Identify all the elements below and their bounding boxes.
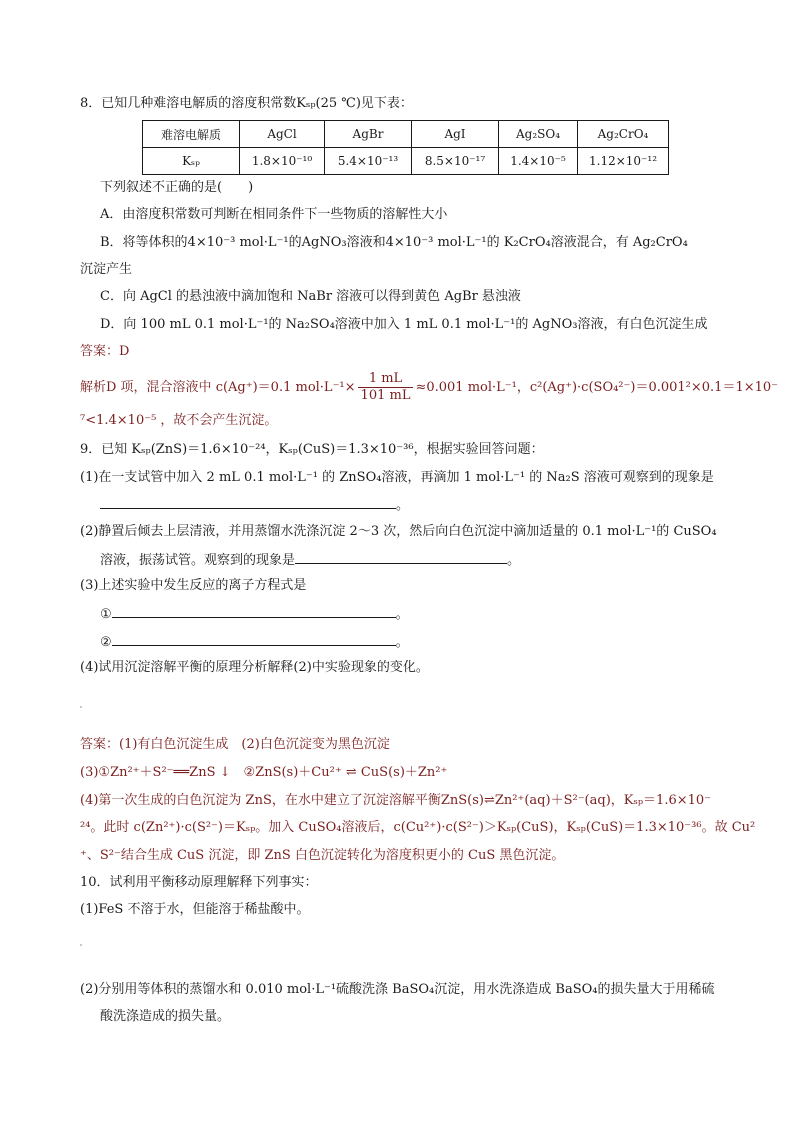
ksp-value-cell: Kₛₚ <box>143 148 240 175</box>
q9-part4: (4)试用沉淀溶解平衡的原理分析解释(2)中实验现象的变化。 <box>80 660 429 675</box>
period: 。 <box>507 553 521 568</box>
q8-option-b: B．将等体积的4×10⁻³ mol·L⁻¹的AgNO₃溶液和4×10⁻³ mol·L⁻¹的 K₂CrO₄溶液混合，有 Ag₂CrO₄ <box>100 235 688 250</box>
q9-part2: (2)静置后倾去上层清液，并用蒸馏水洗涤沉淀 2～3 次，然后向白色沉淀中滴加适量的 0.1 mol·L⁻¹的 CuSO₄ <box>80 524 717 539</box>
fraction-denominator: 101 mL <box>360 388 411 403</box>
q9-part3-eq2 <box>100 631 409 653</box>
ksp-header-cell: AgBr <box>325 121 412 148</box>
q8-answer: 答案：D <box>80 344 130 359</box>
q9-part2-cont <box>100 549 520 571</box>
ksp-table-header-row <box>143 121 669 148</box>
q9-stem: 9．已知 Kₛₚ(ZnS)＝1.6×10⁻²⁴，Kₛₚ(CuS)＝1.3×10⁻³⁶，根据实验回答问题： <box>80 442 544 457</box>
q9-answer-1-2: 答案：(1)有白色沉淀生成 (2)白色沉淀变为黑色沉淀 <box>80 737 390 752</box>
period: 。 <box>395 607 409 622</box>
q8-analysis <box>80 370 778 406</box>
q8-analysis-post: ≈0.001 mol·L⁻¹，c²(Ag⁺)·c(SO₄²⁻)＝0.001²×0.1＝1×10⁻ <box>415 380 779 395</box>
q9-part3-eq1 <box>100 603 409 625</box>
ksp-header-cell: 难溶电解质 <box>143 121 240 148</box>
q8-analysis-line2: ⁷<1.4×10⁻⁵ ，故不会产生沉淀。 <box>80 413 278 428</box>
q8-option-d: D．向 100 mL 0.1 mol·L⁻¹的 Na₂SO₄溶液中加入 1 mL 0.1 mol·L⁻¹的 AgNO₃溶液，有白色沉淀生成 <box>100 317 708 332</box>
ksp-value-cell: 1.12×10⁻¹² <box>578 148 669 175</box>
q8-option-b-cont: 沉淀产生 <box>80 262 133 277</box>
scan-speck <box>80 706 82 708</box>
period: 。 <box>396 498 410 513</box>
ksp-value-cell: 5.4×10⁻¹³ <box>325 148 412 175</box>
q10-part1: (1)FeS 不溶于水，但能溶于稀盐酸中。 <box>80 902 310 917</box>
q10-part2-cont: 酸洗涤造成的损失量。 <box>100 1009 231 1024</box>
q10-part2: (2)分别用等体积的蒸馏水和 0.010 mol·L⁻¹硫酸洗涤 BaSO₄沉淀，用水洗涤造成 BaSO₄的损失量大于用稀硫 <box>80 982 715 997</box>
answer-blank[interactable] <box>295 549 507 564</box>
period: 。 <box>395 635 409 650</box>
circle-number-2: ② <box>100 635 112 650</box>
ksp-table <box>142 120 669 175</box>
q9-answer-4-cont2: ⁺、S²⁻结合生成 CuS 沉淀，即 ZnS 白色沉淀转化为溶度积更小的 CuS 黑色沉淀。 <box>80 848 565 863</box>
ksp-table-value-row <box>143 148 669 175</box>
q9-part3: (3)上述实验中发生反应的离子方程式是 <box>80 578 307 593</box>
ksp-header-cell: AgCl <box>240 121 325 148</box>
q9-part2-text: 溶液，振荡试管。观察到的现象是 <box>100 553 296 568</box>
q8-analysis-fraction <box>358 371 414 404</box>
q8-option-c: C．向 AgCl 的悬浊液中滴加饱和 NaBr 溶液可以得到黄色 AgBr 悬浊液 <box>100 289 521 304</box>
scan-speck <box>80 944 82 946</box>
ksp-value-cell: 1.8×10⁻¹⁰ <box>240 148 325 175</box>
fraction-numerator: 1 mL <box>358 371 414 388</box>
answer-blank[interactable] <box>112 603 396 618</box>
q9-answer-3: (3)①Zn²⁺＋S²⁻══ZnS ↓ ②ZnS(s)＋Cu²⁺ ⇌ CuS(s)＋Zn²⁺ <box>80 765 448 780</box>
ksp-header-cell: Ag₂SO₄ <box>499 121 578 148</box>
ksp-value-cell: 1.4×10⁻⁵ <box>499 148 578 175</box>
circle-number-1: ① <box>100 607 112 622</box>
q8-analysis-pre: 解析D 项，混合溶液中 c(Ag⁺)＝0.1 mol·L⁻¹× <box>80 380 356 395</box>
ksp-header-cell: Ag₂CrO₄ <box>578 121 669 148</box>
q9-part1: (1)在一支试管中加入 2 mL 0.1 mol·L⁻¹ 的 ZnSO₄溶液，再滴加 1 mol·L⁻¹ 的 Na₂S 溶液可观察到的现象是 <box>80 470 714 485</box>
q8-ask: 下列叙述不正确的是( ) <box>100 180 254 195</box>
q9-answer-4: (4)第一次生成的白色沉淀为 ZnS，在水中建立了沉淀溶解平衡ZnS(s)⇌Zn²⁺(aq)＋S²⁻(aq)，Kₛₚ＝1.6×10⁻ <box>80 793 712 808</box>
answer-blank[interactable] <box>112 631 396 646</box>
ksp-header-cell: AgI <box>412 121 499 148</box>
ksp-value-cell: 8.5×10⁻¹⁷ <box>412 148 499 175</box>
q9-answer-4-cont: ²⁴。此时 c(Zn²⁺)·c(S²⁻)＝Kₛₚ。加入 CuSO₄溶液后，c(Cu²⁺)·c(S²⁻)＞Kₛₚ(CuS)，Kₛₚ(CuS)＝1.3×10⁻³⁶。故 Cu² <box>80 820 756 835</box>
q9-part1-blank-line <box>100 494 409 516</box>
answer-blank[interactable] <box>100 494 396 509</box>
q8-stem: 8．已知几种难溶电解质的溶度积常数Kₛₚ(25 ℃)见下表： <box>80 96 413 111</box>
q10-stem: 10．试利用平衡移动原理解释下列事实： <box>80 875 318 890</box>
q8-option-a: A．由溶度积常数可判断在相同条件下一些物质的溶解性大小 <box>100 207 448 222</box>
